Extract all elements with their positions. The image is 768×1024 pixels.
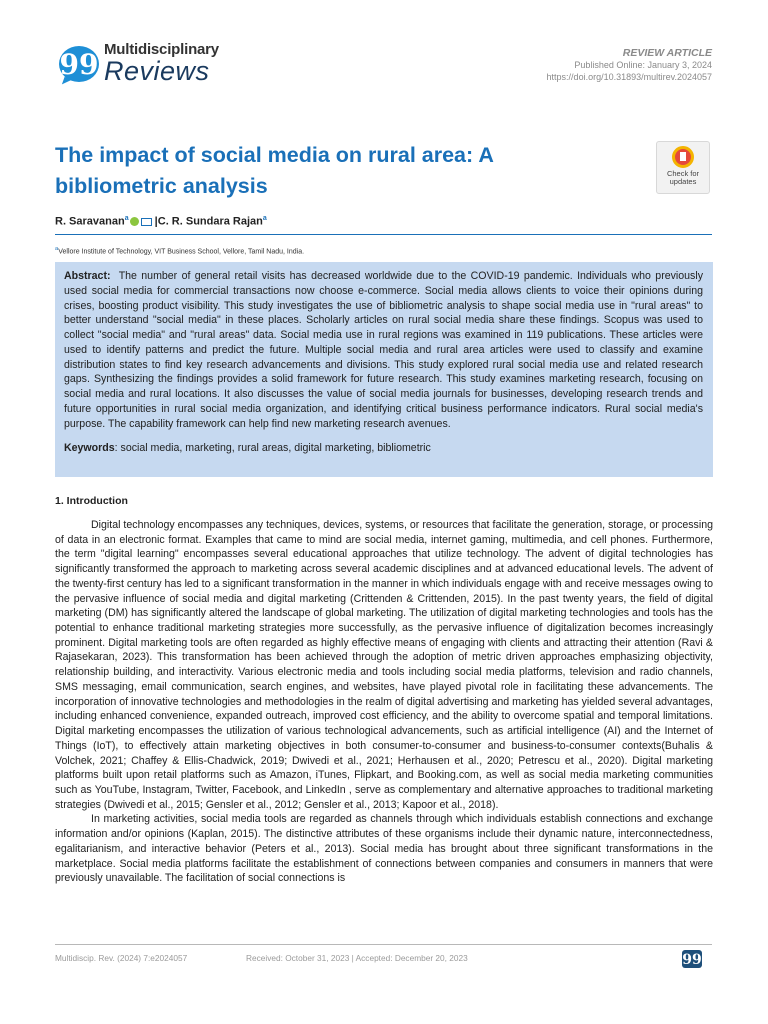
journal-logo[interactable] [59,42,219,85]
article-meta [547,47,712,83]
email-icon[interactable] [141,218,152,226]
footer-dates: Received: October 31, 2023 | Accepted: December 20, 2023 [246,953,468,963]
check-for-updates-badge[interactable] [656,141,710,194]
page-header [55,40,712,100]
doi-link[interactable]: https://doi.org/10.31893/multirev.2024057 [546,72,712,82]
abstract-text: The number of general retail visits has decreased worldwide due to the COVID-19 pandemic. Individuals who previously used social media for commercial transactions now choose e-commerce. Social media allows clients to voice their opinions during crises, boosting product visibility. This study investigates the use of bibliometric analysis to shape social media use in "rural areas" to better understand "social media" in these places. Scholarly articles on rural social media share these findings. Scopus was used to collect "social media" and "rural areas" data. Social media use in rural regions was examined in 119 publications. These articles were used to identify patterns and predict the future. Multiple social media and rural area articles were used to classify and examine distribution states to find key research advancements and divisions. This study explored rural social media use and related research gaps. Synthesizing the findings provides a solid framework for future research. This study examines marketing research, focusing on social media and rural locations. It also discusses the value of social media journals for businesses, developing research trends and future opportunities in rural social media organization, and identifying critical business performance indicators. Rural social media's purpose. The capability framework can help find new marketing research avenues. [64,270,703,430]
divider [55,234,712,235]
article-type: REVIEW ARTICLE [622,47,712,59]
published-date: Published Online: January 3, 2024 [574,60,712,70]
section-body [55,518,713,886]
journal-name-main: Reviews [104,56,210,86]
abstract-box [55,262,713,477]
page-footer [55,944,712,974]
paragraph: In marketing activities, social media tools are regarded as channels through which individuals establish connections and exchange information and/or opinions (Kaplan, 2015). The distinctive attributes of these organisms include their dynamic nature, interconnectedness, egalitarianism, and interactive behavior (Peters et al., 2013). Social media has brought about three significant transformations in the marketplace. Social media platforms facilitate the establishment of connections between companies and consumers in manners that were previously unavailable. The facilitation of social connections is [55,813,713,885]
journal-mini-logo-icon: 99 [682,952,702,968]
affiliation: $^a$Vellore Institute of Technology, VIT Business School, Vellore, Tamil Nadu, India. [55,246,305,256]
footer-citation: Multidiscip. Rev. (2024) 7:e2024057 [55,953,188,963]
journal-name-top: Multidisciplinary [104,41,219,58]
paragraph: Digital technology encompasses any techniques, devices, systems, or resources that facilitate the generation, storage, or processing of data in an electronic format. Examples that came to mind are social media, internet gaming, multimedia, and cell phones. Furthermore, the term "digital learning" encompasses several educational approaches that utilize technology. The advent of digital technologies has significantly transformed the approach to marketing across several academic disciplines and at advanced educational levels. The advent of the twenty-first century has led to a significant transformation in the manner in which individuals engage with and receive messages owing to the pervasive influence of social media and digital marketing (Crittenden & Crittenden, 2015). In the past twenty years, the field of digital marketing (DM) has significantly altered the landscape of global marketing. The utilization of digital marketing technologies and tools has the potential to enhance traditional marketing strategies more successfully, as the pervasive influence of digitalization becomes increasingly prominent. Digital marketing tools are often regarded as highly effective means of engaging with clients and attracting their attention (Ravi & Rajasekaran, 2023). This transformation has been achieved through the adoption of metric driven approaches emphasizing objectivity, relationship building, and interactivity. Various electronic media and tools including social media platforms, television and radio channels, SMS messaging, email communication, search engines, and websites, have played pivotal role in facilitating these advancements. The incorporation of innovative technologies and methodologies in the realm of digital advertising and marketing has yielded several advantages, including enhanced convenience, expanded outreach, improved cost efficiency, and the ability to overcome spatial and temporal limitations. Digital marketing encompasses the utilization of various technological advancements, such as artificial intelligence (AI) and the Internet of Things (IoT), to effectively attain marketing objectives in both consumer-to-consumer and business-to-consumer contexts(Buhalis & Volchek, 2021; Chaffey & Ellis-Chadwick, 2019; Dwivedi et al., 2021; Herhausen et al., 2020; Petrescu et al., 2020). Digital marketing platforms built upon retail platforms such as Amazon, iTunes, Flipkart, and Booking.com, as well as social media marketing communities such as YouTube, Instagram, Twitter, Facebook, and LinkedIn , serve as complementary and alternative approaches to traditional marketing strategies (Dwivedi et al., 2015; Gensler et al., 2012; Gensler et al., 2013; Kapoor et al., 2018). [55,519,713,811]
author-name[interactable]: C. R. Sundara Rajan [157,215,263,228]
abstract-label: Abstract: [64,270,111,282]
bookmark-icon [672,146,694,168]
author-separator: | [151,215,158,228]
badge-line2: updates [669,177,697,186]
badge-line1: Check for [666,169,700,178]
orcid-icon[interactable] [130,217,139,226]
author-list [55,215,267,228]
author-name[interactable]: R. Saravanan [55,215,125,228]
abstract-body [64,269,703,431]
affiliation-marker: a [124,215,129,222]
keywords: Keywords: social media, marketing, rural areas, digital marketing, bibliometric [64,442,431,455]
section-heading: 1. Introduction [55,495,128,507]
quote-bubble-icon: 99 [59,47,99,81]
affiliation-marker: a [262,215,267,222]
article-title: The impact of social media on rural area: A bibliometric analysis [55,143,494,198]
